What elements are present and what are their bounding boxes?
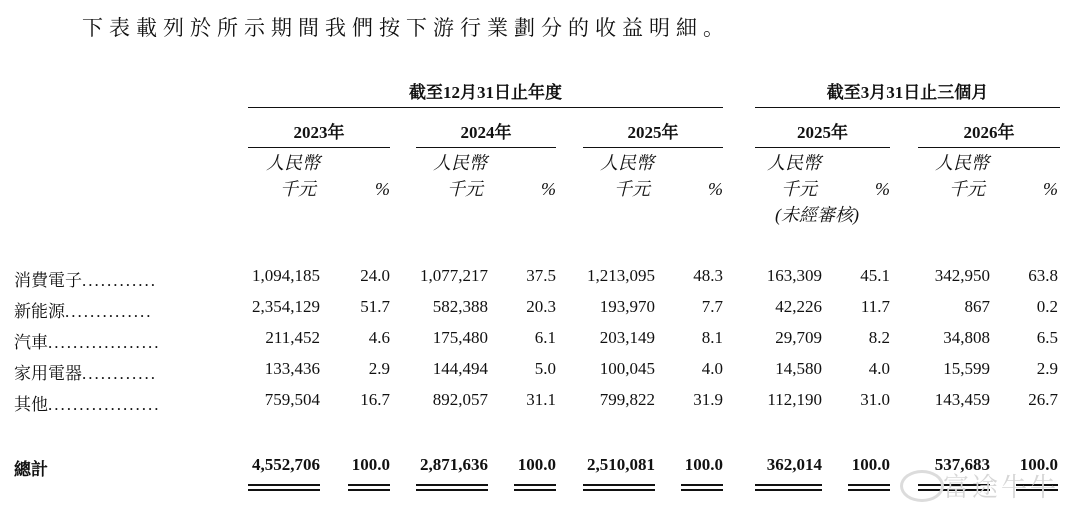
unit-thousands: 千元 [949,179,985,199]
row-label-text: 家用電器 [14,364,82,383]
unit-currency: 人民幣 [433,153,487,173]
amount-cell: 203,149 [599,328,655,347]
row-label-text: 汽車 [14,333,48,352]
percent-cell: 100.0 [517,455,556,474]
intro-text: 下表載列於所示期間我們按下游行業劃分的收益明細。 [82,16,730,40]
percent-cell: 11.7 [860,297,890,316]
group-header-annual: 截至12月31日止年度 [248,78,723,108]
unit-thousands: 千元 [447,179,483,199]
percent-cell: 24.0 [360,266,390,285]
double-underline [848,484,890,491]
amount-cell: 2,510,081 [587,455,655,474]
percent-cell: 20.3 [526,297,556,316]
double-underline [416,484,488,491]
row-label-text: 其他 [14,395,48,414]
unit-currency: 人民幣 [266,153,320,173]
double-underline [348,484,390,491]
amount-cell: 892,057 [432,390,488,409]
amount-cell: 1,213,095 [587,266,655,285]
amount-cell: 759,504 [264,390,320,409]
percent-cell: 2.9 [1036,359,1058,378]
amount-cell: 1,094,185 [252,266,320,285]
percent-cell: 4.0 [701,359,723,378]
percent-cell: 26.7 [1028,390,1058,409]
year-header-2023: 2023年 [248,118,390,148]
percent-cell: 6.5 [1036,328,1058,347]
percent-cell: 0.2 [1036,297,1058,316]
row-label [14,455,224,480]
percent-cell: 8.1 [701,328,723,347]
amount-cell: 537,683 [934,455,990,474]
leader-dots: .................. [48,395,161,414]
amount-cell: 34,808 [943,328,990,347]
row-label [14,328,224,353]
unit-thousands: 千元 [614,179,650,199]
pct-header: % [1043,179,1058,199]
unit-header [433,150,487,202]
percent-cell: 63.8 [1028,266,1058,285]
percent-cell: 100.0 [1019,455,1058,474]
year-header-2024: 2024年 [416,118,556,148]
amount-cell: 2,354,129 [252,297,320,316]
amount-cell: 867 [964,297,990,316]
amount-cell: 342,950 [934,266,990,285]
amount-cell: 163,309 [766,266,822,285]
amount-cell: 133,436 [264,359,320,378]
percent-cell: 51.7 [360,297,390,316]
watermark-text: 富途牛牛 [943,473,1060,503]
percent-cell: 8.2 [868,328,890,347]
row-label-text: 新能源 [14,302,65,321]
amount-cell: 362,014 [766,455,822,474]
double-underline [681,484,723,491]
unit-thousands: 千元 [280,179,316,199]
percent-cell: 4.0 [868,359,890,378]
percent-cell: 5.0 [534,359,556,378]
row-label [14,266,224,291]
leader-dots: ............ [82,271,157,290]
pct-header: % [875,179,890,199]
percent-cell: 6.1 [534,328,556,347]
row-label-text: 總計 [14,460,48,479]
percent-cell: 48.3 [693,266,723,285]
leader-dots: ............ [82,364,157,383]
amount-cell: 799,822 [599,390,655,409]
watermark-logo-icon [900,470,944,502]
pct-header: % [708,179,723,199]
percent-cell: 7.7 [701,297,723,316]
leader-dots: .................. [48,333,161,352]
amount-cell: 42,226 [775,297,822,316]
unit-header [266,150,320,202]
unit-header [935,150,989,202]
amount-cell: 193,970 [599,297,655,316]
year-header-2025-q1: 2025年 [755,118,890,148]
percent-cell: 31.0 [860,390,890,409]
amount-cell: 582,388 [432,297,488,316]
unit-thousands: 千元 [781,179,817,199]
amount-cell: 2,871,636 [420,455,488,474]
unit-currency: 人民幣 [935,153,989,173]
percent-cell: 37.5 [526,266,556,285]
amount-cell: 15,599 [943,359,990,378]
percent-cell: 31.9 [693,390,723,409]
pct-header: % [375,179,390,199]
percent-cell: 45.1 [860,266,890,285]
amount-cell: 175,480 [432,328,488,347]
row-label [14,359,224,384]
year-header-2025: 2025年 [583,118,723,148]
double-underline [583,484,655,491]
year-header-2026-q1: 2026年 [918,118,1060,148]
percent-cell: 31.1 [526,390,556,409]
double-underline [514,484,556,491]
percent-cell: 2.9 [368,359,390,378]
amount-cell: 100,045 [599,359,655,378]
percent-cell: 16.7 [360,390,390,409]
group-header-quarter: 截至3月31日止三個月 [755,78,1060,108]
amount-cell: 143,459 [934,390,990,409]
percent-cell: 4.6 [368,328,390,347]
percent-cell: 100.0 [351,455,390,474]
amount-cell: 14,580 [775,359,822,378]
percent-cell: 100.0 [851,455,890,474]
leader-dots: .............. [65,302,153,321]
amount-cell: 29,709 [775,328,822,347]
percent-cell: 100.0 [684,455,723,474]
amount-cell: 112,190 [767,390,822,409]
amount-cell: 211,452 [265,328,320,347]
amount-cell: 1,077,217 [420,266,488,285]
unit-currency: 人民幣 [767,153,821,173]
row-label [14,297,224,322]
pct-header: % [541,179,556,199]
unit-header [600,150,654,202]
double-underline [248,484,320,491]
amount-cell: 4,552,706 [252,455,320,474]
amount-cell: 144,494 [432,359,488,378]
double-underline [755,484,822,491]
row-label [14,390,224,415]
row-label-text: 消費電子 [14,271,82,290]
unit-currency: 人民幣 [600,153,654,173]
unaudited-note: (未經審核) [775,205,859,225]
